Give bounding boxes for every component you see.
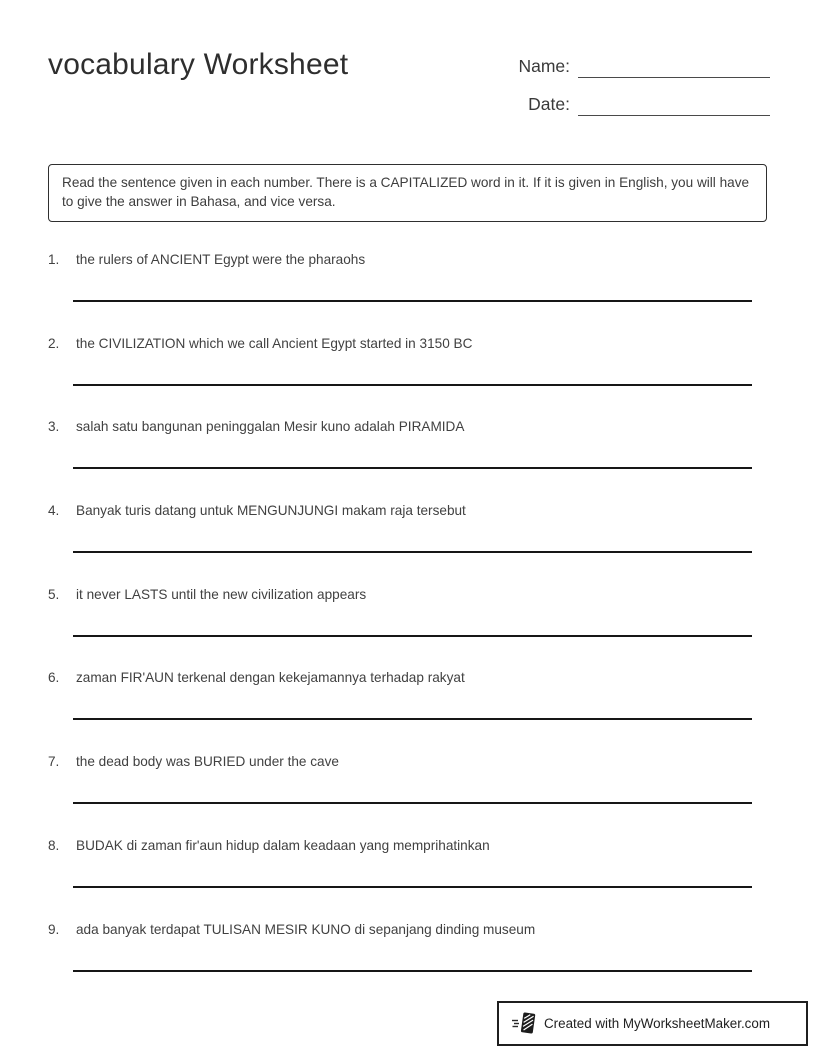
date-label: Date:: [528, 94, 570, 114]
question-number: 6.: [48, 670, 60, 686]
question-text: ada banyak terdapat TULISAN MESIR KUNO di sepanjang dinding museum: [76, 921, 536, 937]
question-text: the dead body was BURIED under the cave: [76, 754, 339, 770]
date-field-row: [478, 88, 770, 116]
question-row: [48, 334, 752, 418]
question-number: 3.: [48, 419, 60, 435]
question-row: [48, 752, 752, 836]
question-number: 4.: [48, 503, 60, 519]
name-label: Name:: [518, 56, 570, 76]
answer-line[interactable]: [73, 970, 752, 972]
question-row: [48, 250, 752, 334]
question-text: Banyak turis datang untuk MENGUNJUNGI makam raja tersebut: [76, 503, 466, 519]
page-title: vocabulary Worksheet: [48, 48, 349, 81]
question-row: [48, 585, 752, 669]
name-blank-line[interactable]: [578, 77, 770, 78]
date-blank-line[interactable]: [578, 115, 770, 116]
footer-credit-badge: [497, 1001, 808, 1046]
question-number: 5.: [48, 586, 60, 602]
question-text: the rulers of ANCIENT Egypt were the pharaohs: [76, 252, 366, 267]
question-text: salah satu bangunan peninggalan Mesir kuno adalah PIRAMIDA: [76, 419, 465, 435]
question-row: [48, 417, 752, 501]
name-field-row: [478, 50, 770, 78]
footer-credit-text: Created with MyWorksheetMaker.com: [544, 1016, 770, 1031]
question-number: 1.: [48, 252, 60, 267]
question-text: zaman FIR'AUN terkenal dengan kekejamannya terhadap rakyat: [76, 670, 465, 686]
answer-line[interactable]: [73, 300, 752, 302]
question-text: it never LASTS until the new civilization appears: [76, 586, 367, 602]
question-text: the CIVILIZATION which we call Ancient Egypt started in 3150 BC: [76, 335, 473, 351]
question-number: 7.: [48, 754, 60, 770]
instructions-box: Read the sentence given in each number. There is a CAPITALIZED word in it. If it is given in English, you will have to give the answer in Bahasa, and vice versa.: [48, 164, 767, 222]
answer-line[interactable]: [73, 635, 752, 637]
question-number: 9.: [48, 921, 60, 937]
question-list: [48, 250, 752, 1003]
question-row: [48, 920, 752, 1004]
answer-line[interactable]: [73, 467, 752, 469]
header-fields: [478, 50, 770, 126]
question-number: 2.: [48, 335, 60, 351]
question-row: [48, 836, 752, 920]
answer-line[interactable]: [73, 551, 752, 553]
answer-line[interactable]: [73, 384, 752, 386]
answer-line[interactable]: [73, 802, 752, 804]
answer-line[interactable]: [73, 886, 752, 888]
question-text: BUDAK di zaman fir'aun hidup dalam keadaan yang memprihatinkan: [76, 837, 490, 853]
question-row: [48, 668, 752, 752]
question-row: [48, 501, 752, 585]
question-number: 8.: [48, 837, 60, 853]
answer-line[interactable]: [73, 718, 752, 720]
flying-worksheet-icon: [511, 1010, 537, 1037]
